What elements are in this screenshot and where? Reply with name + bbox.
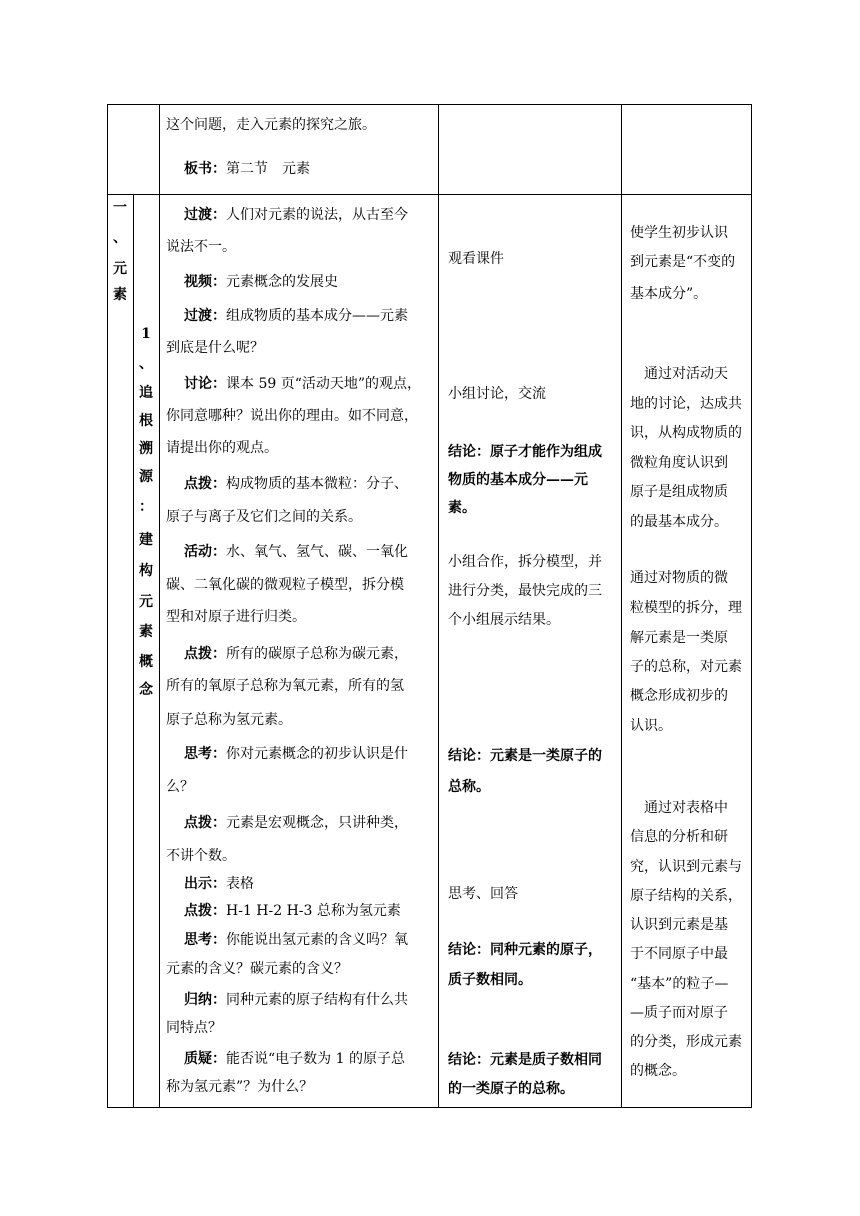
subsection-char: 素 [139,624,153,640]
board-label: 板书： [184,161,226,177]
step-label: 归纳： [184,992,226,1008]
intent-line: 认识。 [630,718,672,734]
board-note [184,158,310,178]
col-divider-3 [438,104,439,1108]
board-text: 第二节 元素 [226,161,310,177]
table-border-left [107,104,108,1108]
teacher-step [184,271,338,291]
subsection-char: 追 [139,385,153,401]
teacher-step [184,541,408,561]
section-char: 素 [113,287,127,303]
teacher-step-cont: 称为氢元素”？为什么？ [166,1079,314,1095]
teacher-step-cont: 说法不一。 [166,239,236,255]
step-text: H-1 H-2 H-3 总称为氢元素 [226,903,401,919]
step-text: 元素概念的发展史 [226,274,338,290]
intent-line: —质子而对原子 [630,1005,728,1021]
intent-line: 原子是组成物质 [630,484,728,500]
intent-line: 到元素是“不变的 [630,254,736,270]
teacher-step-cont: 原子总称为氢元素。 [166,712,292,728]
step-text: 表格 [226,876,254,892]
intent-line: 信息的分析和研 [630,829,728,845]
teacher-step-cont: 原子与离子及它们之间的关系。 [166,509,362,525]
intent-line: 通过对表格中 [630,800,728,816]
teacher-step-cont: 请提出你的观点。 [166,440,278,456]
step-text: 你能说出氢元素的含义吗？氧 [226,932,408,948]
teacher-step-cont: 型和对原子进行归类。 [166,609,306,625]
step-label: 过渡： [184,207,226,223]
step-label: 活动： [184,544,226,560]
section-char: 、 [113,230,127,246]
step-label: 过渡： [184,308,226,324]
step-label: 点拨： [184,815,226,831]
intent-line: 基本成分”。 [630,286,708,302]
teacher-step [184,204,408,224]
step-text: 你对元素概念的初步认识是什 [226,746,408,762]
intent-line: 原子结构的关系， [630,888,742,904]
section-char: 元 [113,261,127,277]
student-conclusion: 结论：元素是质子数相同 [448,1052,602,1068]
section-char: 一 [113,200,127,216]
teacher-step [184,812,408,832]
step-label: 点拨： [184,903,226,919]
intent-line: 究，认识到元素与 [630,859,742,875]
col-divider-1 [133,194,134,1108]
subsection-char: 、 [139,356,153,372]
step-text: 能否说“电子数为 1 的原子总 [226,1051,405,1067]
teacher-step [184,1048,405,1068]
student-conclusion: 结论：同种元素的原子， [448,942,602,958]
intent-line: 子的总称，对元素 [630,659,742,675]
step-label: 点拨： [184,646,226,662]
teacher-step-cont: 么？ [166,779,194,795]
subsection-char: 元 [139,594,153,610]
teacher-step [184,873,254,893]
step-text: 人们对元素的说法，从古至今 [226,207,408,223]
intent-line: 通过对活动天 [630,366,728,382]
teacher-step-cont: 碳、二氧化碳的微观粒子模型，拆分模 [166,577,404,593]
student-line: 小组讨论，交流 [448,386,546,402]
student-conclusion: 素。 [448,500,476,516]
student-line: 思考、回答 [448,886,518,902]
intent-line: 地的讨论，达成共 [630,396,742,412]
intent-line: 识，从构成物质的 [630,425,742,441]
step-label: 出示： [184,876,226,892]
top-row-text: 这个问题，走入元素的探究之旅。 [166,117,376,133]
intent-line: “基本”的粒子— [630,976,729,992]
student-line: 进行分类，最快完成的三 [448,583,602,599]
intent-line: 概念形成初步的 [630,688,728,704]
step-text: 组成物质的基本成分——元素 [226,308,408,324]
step-text: 所有的碳原子总称为碳元素， [226,646,408,662]
intent-line: 于不同原子中最 [630,946,728,962]
table-border-top [107,104,752,105]
subsection-char: 构 [139,563,153,579]
intent-line: 通过对物质的微 [630,570,728,586]
subsection-char: 溯 [139,441,153,457]
table-row-divider [107,194,752,195]
teacher-step-cont: 同特点？ [166,1020,222,1036]
teacher-step-cont: 到底是什么呢？ [166,340,264,356]
subsection-char: 建 [139,532,153,548]
subsection-char: 概 [139,654,153,670]
table-border-right [751,104,752,1108]
step-text: 水、氧气、氢气、碳、一氧化 [226,544,408,560]
subsection-char: 源 [139,469,153,485]
intent-line: 解元素是一类原 [630,630,728,646]
teacher-step [184,305,408,325]
teacher-step-cont: 所有的氧原子总称为氧元素，所有的氢 [166,678,404,694]
intent-line: 的概念。 [630,1063,686,1079]
intent-line: 的最基本成分。 [630,514,728,530]
intent-line: 使学生初步认识 [630,225,728,241]
student-conclusion: 物质的基本成分——元 [448,472,588,488]
teacher-step-cont: 元素的含义？碳元素的含义？ [166,961,348,977]
intent-line: 微粒角度认识到 [630,455,728,471]
student-conclusion: 结论：原子才能作为组成 [448,444,602,460]
student-line: 小组合作，拆分模型，并 [448,554,602,570]
step-label: 质疑： [184,1051,226,1067]
subsection-char: 1 [141,326,151,342]
student-conclusion: 结论：元素是一类原子的 [448,748,602,764]
teacher-step-cont: 你同意哪种？说出你的理由。如不同意， [166,408,418,424]
intent-line: 认识到元素是基 [630,917,728,933]
teacher-step-cont: 不讲个数。 [166,848,236,864]
student-conclusion: 的一类原子的总称。 [448,1081,574,1097]
teacher-step [184,373,421,393]
step-label: 点拨： [184,476,226,492]
subsection-char: ： [139,499,153,515]
subsection-char: 根 [139,413,153,429]
student-conclusion: 总称。 [448,779,490,795]
teacher-step [184,743,408,763]
step-label: 视频： [184,274,226,290]
table-border-bottom [107,1107,752,1108]
student-line: 观看课件 [448,251,504,267]
col-divider-4 [621,104,622,1108]
step-label: 思考： [184,746,226,762]
teacher-step [184,929,408,949]
step-text: 元素是宏观概念，只讲种类， [226,815,408,831]
student-conclusion: 质子数相同。 [448,972,532,988]
teacher-step [184,643,408,663]
intent-line: 粒模型的拆分，理 [630,600,742,616]
subsection-char: 念 [139,682,153,698]
intent-line: 的分类，形成元素 [630,1034,742,1050]
teacher-step [184,900,401,920]
step-text: 同种元素的原子结构有什么共 [226,992,408,1008]
teacher-step [184,989,408,1009]
teacher-step [184,473,408,493]
step-label: 思考： [184,932,226,948]
step-text: 构成物质的基本微粒：分子、 [226,476,408,492]
step-text: 课本 59 页“活动天地”的观点， [226,376,422,392]
col-divider-2 [159,104,160,1108]
step-label: 讨论： [184,376,226,392]
student-line: 个小组展示结果。 [448,612,560,628]
